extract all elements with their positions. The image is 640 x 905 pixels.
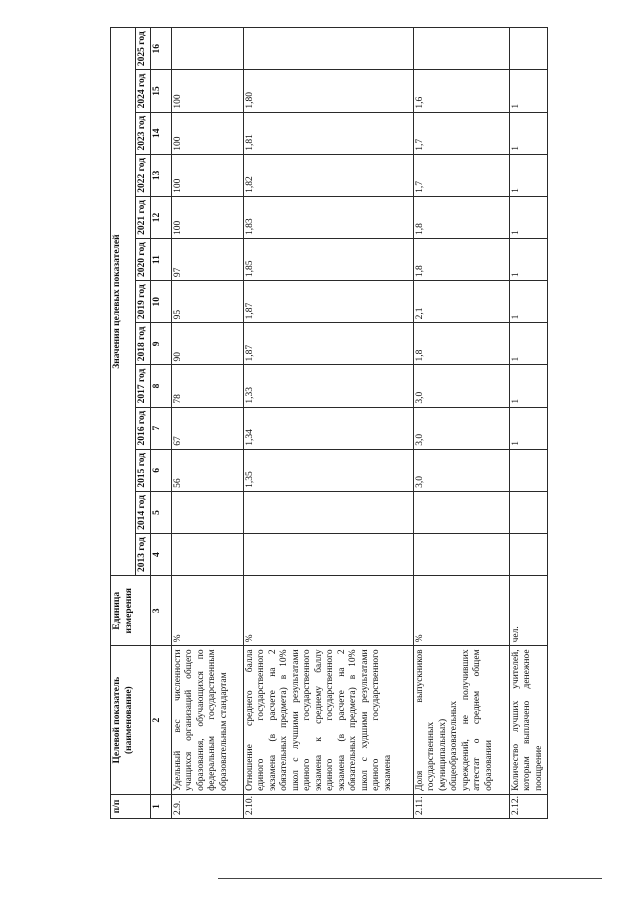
value-cell: 1,34	[243, 407, 413, 449]
value-cell: 1,80	[243, 70, 413, 112]
table-header-row	[111, 28, 136, 819]
value-cell: 1	[509, 407, 547, 449]
value-cell	[413, 28, 509, 70]
value-cell: 2,1	[413, 281, 509, 323]
value-cell: 1	[509, 239, 547, 281]
column-number: 4	[150, 534, 171, 576]
value-cell: 1,6	[413, 70, 509, 112]
value-cell: 1	[509, 70, 547, 112]
value-cell: 1,7	[413, 154, 509, 196]
value-cell	[509, 534, 547, 576]
value-cell: 100	[171, 196, 243, 238]
value-cell	[171, 28, 243, 70]
value-cell	[243, 534, 413, 576]
value-cell: 3,0	[413, 407, 509, 449]
value-cell: 67	[171, 407, 243, 449]
column-number: 9	[150, 323, 171, 365]
column-number: 7	[150, 407, 171, 449]
column-number: 13	[150, 154, 171, 196]
value-cell: 56	[171, 449, 243, 491]
value-cell: 97	[171, 239, 243, 281]
year-header: 2024 год	[136, 70, 151, 112]
value-cell: 1,8	[413, 239, 509, 281]
footer-divider	[218, 878, 602, 879]
year-header: 2025 год	[136, 28, 151, 70]
value-cell: 1,8	[413, 323, 509, 365]
year-header: 2021 год	[136, 196, 151, 238]
value-cell: 1,82	[243, 154, 413, 196]
header-indicator: Целевой показатель (наименование)	[111, 646, 151, 795]
year-header: 2014 год	[136, 491, 151, 533]
row-number: 2.11.	[413, 794, 509, 818]
column-number: 11	[150, 239, 171, 281]
value-cell	[171, 534, 243, 576]
value-cell: 100	[171, 112, 243, 154]
value-cell: 78	[171, 365, 243, 407]
unit-cell: %	[171, 576, 243, 646]
year-header: 2018 год	[136, 323, 151, 365]
indicator-name: Доля выпускников государственных (муниципальных) общеобразовательных учреждений, не получивших аттестат о среднем общем образовании	[413, 646, 509, 795]
year-header: 2022 год	[136, 154, 151, 196]
column-number: 6	[150, 449, 171, 491]
value-cell: 1,7	[413, 112, 509, 154]
unit-cell: %	[243, 576, 413, 646]
value-cell: 1,83	[243, 196, 413, 238]
value-cell: 1,81	[243, 112, 413, 154]
value-cell: 1,35	[243, 449, 413, 491]
value-cell: 1	[509, 154, 547, 196]
year-header: 2017 год	[136, 365, 151, 407]
value-cell: 3,0	[413, 365, 509, 407]
value-cell	[413, 491, 509, 533]
row-number: 2.10.	[243, 794, 413, 818]
header-unit: Единица измерения	[111, 576, 151, 646]
value-cell	[509, 491, 547, 533]
unit-cell: чел.	[509, 576, 547, 646]
value-cell: 1	[509, 196, 547, 238]
value-cell: 1	[509, 365, 547, 407]
value-cell	[243, 491, 413, 533]
value-cell: 1	[509, 112, 547, 154]
table-row	[413, 28, 509, 819]
table-row	[509, 28, 547, 819]
indicator-name: Удельный вес численности учащихся организаций общего образования, обучающихся по федеральным государственным образовательным стандартам	[171, 646, 243, 795]
column-number: 2	[150, 646, 171, 795]
column-number: 14	[150, 112, 171, 154]
target-indicators-table	[110, 27, 548, 819]
unit-cell: %	[413, 576, 509, 646]
value-cell: 95	[171, 281, 243, 323]
year-header: 2019 год	[136, 281, 151, 323]
year-header: 2016 год	[136, 407, 151, 449]
column-number: 10	[150, 281, 171, 323]
row-number: 2.12.	[509, 794, 547, 818]
value-cell: 1	[509, 281, 547, 323]
column-number: 1	[150, 794, 171, 818]
value-cell: 1,87	[243, 281, 413, 323]
column-number: 5	[150, 491, 171, 533]
value-cell: 1,85	[243, 239, 413, 281]
year-header: 2020 год	[136, 239, 151, 281]
column-number: 16	[150, 28, 171, 70]
value-cell: 1,33	[243, 365, 413, 407]
value-cell: 100	[171, 70, 243, 112]
value-cell: 1,87	[243, 323, 413, 365]
header-values: Значения целевых показателей	[111, 28, 136, 576]
table-row	[243, 28, 413, 819]
indicator-name: Количество лучших учителей, которым выплачено денежное поощрение	[509, 646, 547, 795]
header-number: п/п	[111, 794, 151, 818]
year-header: 2015 год	[136, 449, 151, 491]
column-number: 15	[150, 70, 171, 112]
table-row	[171, 28, 243, 819]
value-cell: 1,8	[413, 196, 509, 238]
column-number: 8	[150, 365, 171, 407]
row-number: 2.9.	[171, 794, 243, 818]
value-cell	[509, 449, 547, 491]
value-cell	[171, 491, 243, 533]
value-cell: 3,0	[413, 449, 509, 491]
value-cell: 90	[171, 323, 243, 365]
year-header: 2023 год	[136, 112, 151, 154]
value-cell	[509, 28, 547, 70]
value-cell: 100	[171, 154, 243, 196]
indicator-name: Отношение среднего балла единого государственного экзамена (в расчете на 2 обязательных предмета) в 10% школ с лучшими результатами единого государственного экзамена к среднему баллу единого государственного экзамена (в расчете на 2 обязательных предмета) в 10% школ с худшими результатами единого государственного экзамена	[243, 646, 413, 795]
value-cell	[243, 28, 413, 70]
column-number-row	[150, 28, 171, 819]
value-cell	[413, 534, 509, 576]
column-number: 12	[150, 196, 171, 238]
value-cell: 1	[509, 323, 547, 365]
year-header: 2013 год	[136, 534, 151, 576]
column-number: 3	[150, 576, 171, 646]
